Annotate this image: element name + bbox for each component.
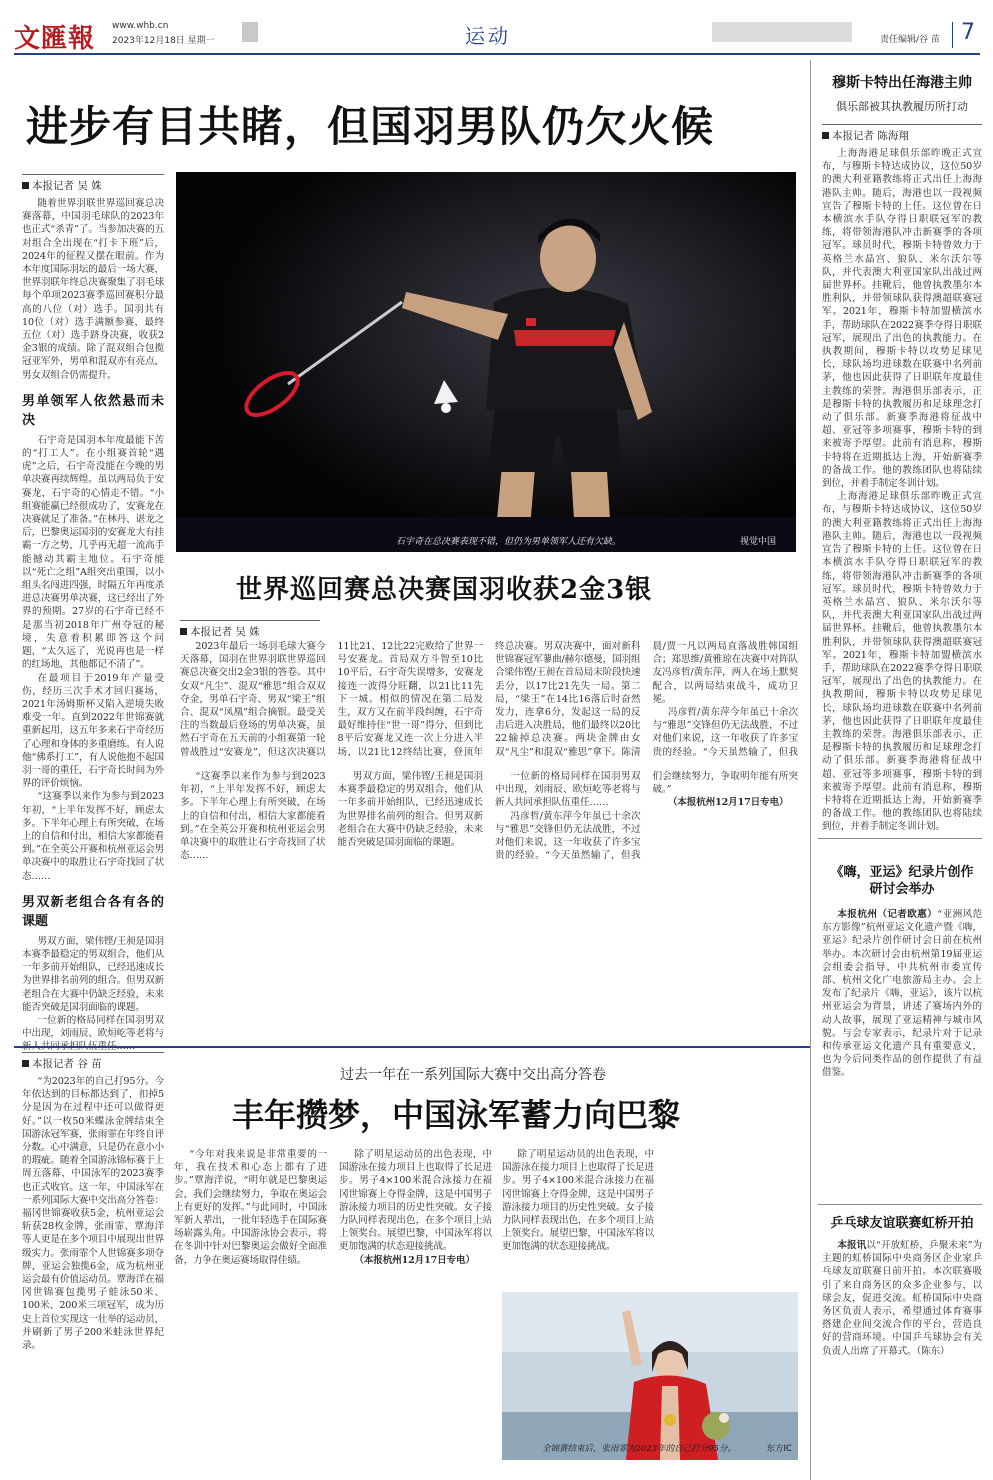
right3-text <box>822 1239 982 1358</box>
story2-byline <box>180 620 320 639</box>
story3-end: （本报杭州12月17日专电） <box>354 1254 475 1266</box>
story3-left-body <box>22 1075 164 1480</box>
story3-body-1: “为2023年的自己打95分。今年依达到的目标都达到了，扣掉5分是因为在过程中还可以做得更好。”以一枚50米蝶泳金牌结束全国游泳冠军赛，张雨霏在年终自评分数。心中满意，只是仍在意小小的瑕疵。随着全国游泳锦标赛于上周五落幕，中国泳军的2023赛季也正式收官。这一年，中国泳军在一系列国际大赛中交出高分答卷：福冈世锦赛收获5金，杭州亚运会斩获28枚金牌，张雨霏、覃海洋等人更是在多个项目中展现出世界级实力。张雨霏个人世锦赛多项夺牌，亚运会独揽6金，成为杭州亚运会最有价值运动员。覃海洋在福冈世锦赛包揽男子蛙泳50米、100米、200米三项冠军，成为历史上首位实现这一壮举的运动员，并刷新了男子200米蛙泳世界纪录。 <box>22 1076 164 1352</box>
photo2-caption: 全锦赛结束后，张雨霏为2023年的自己打分95分。 <box>542 1444 736 1454</box>
main-para-a: 石宇奇是国羽本年度最能下苦的“打工人”。在小组赛首轮“遇虎”之后，石宇奇没能在今晚的男单决赛再续辉煌。虽以两局负于安赛龙，石宇奇的心情走不错。“小组赛能赢已经很成功了，安赛龙在决赛就足了准备。”在林丹、谌龙之后，巴黎奥运国羽的安赛龙大有挂霸一方之势，几乎再无超一流高手能撼动其霸主地位。石宇奇能以“死亡之组”A组突出重围，以小组头名闯进四强，时隔五年再度杀进总决赛男单决赛，这已经出了外界的预期。27岁的石宇奇已经不是那当初2018年广州夺冠的秘境，失意着积累即答这个问题，“太久远了，光说再也是一样的红场地，其他都记不清了”。 <box>22 434 164 671</box>
swimmer-photo <box>502 1292 798 1460</box>
story3-right-body <box>502 1148 654 1283</box>
right1-headline: 穆斯卡特出任海港主帅 <box>832 75 972 91</box>
main-para-c: “这赛季以来作为参与到2023年初，“上半年发挥不好，顾虑太多。下半年心理上有所突破，在场上的自信和付出，相信大家都能看到。”在全英公开赛和杭州亚运会男单决赛中的取胜让石宇奇找回了状态…… <box>22 791 164 882</box>
right1-body-repeat: 上海海港足球俱乐部昨晚正式宣布，与穆斯卡特达成协议，这位50岁的澳大利亚籍教练将正式出任上海海港队主帅。随后，海港也以一段视频宣告了穆斯卡特的上任。这位曾在日本横滨水手队夺得日职联冠军的教练，将带领海港队冲击新赛季的各项冠军。球员时代，穆斯卡特曾效力于英格兰水晶宫、狼队、米尔沃尔等队，并代表澳大利亚国家队出战过两届世界杯。挂靴后，他曾执教墨尔本胜利队，并带领球队获得澳超联赛冠军。2021年，穆斯卡特加盟横滨水手，帮助球队在2022赛季夺得日职联冠军，展现出了出色的执教能力。在执教期间，穆斯卡特以攻势足球见长，球队场均进球数在联赛中名列前茅，他也因此获得了日职联年度最佳主教练的荣誉。海港俱乐部表示，正是穆斯卡特的执教履历和足球理念打动了俱乐部。新赛季海港将征战中超、亚冠等多项赛事，穆斯卡特的到来被寄予厚望。此前有消息称，穆斯卡特将在近期抵达上海，开始新赛季的备战工作。他的教练团队也将陆续到位，并着手制定冬训计划。 <box>822 491 982 833</box>
story3-mid-body <box>174 1148 492 1460</box>
main-byline <box>22 174 164 193</box>
story2-para-1: 2023年最后一场羽毛球大赛今天落幕，国羽在世界羽联世界巡回赛总决赛交出2金3银的答卷。其中女双“凡尘”、混双“雅思”组合双双夺金，男单石宇奇、男双“梁王”组合、混双“凤凰”组合摘银。最受关注的当数最后登场的男单决赛，虽然石宇奇在五天前的小组赛第一轮曾战胜过“安赛龙”，但这次决赛以11比21、12比22完败给了世界一号安赛龙。首局双方斗智至10比10平后，石宇奇失误增多，安赛龙接连一波得分旺翻，以21比11先下一城。相似的情况在第二局发生，双方又在前半段纠缠，石宇奇最好维持住“世一哥”得分，但到比8平后安赛龙又连一次上分进入半场，以21比12终结比赛，登顶年终总决赛。男双决赛中，面对新科世锦赛冠军蓼曲/赫尔德曼，国羽组合梁伟铿/王昶在首局局末阶段快速丢分，以17比21先失一局。第二局，“梁王”在14比16落后时奋然发力，连拿6分，发起这一局的反击后进入决胜局，他们最终以20比22输掉总决赛。两块金牌由女双“凡尘”和混双“雅思”拿下。陈清晨/贾一凡以两局直落战胜韩国组合；郑思维/黄雅琼在决赛中对阵队友冯彦哲/黄东萍，两人在场上默契配合，以两局结束战斗，成功卫冕。 <box>180 641 798 758</box>
main-headline: 进步有目共睹，但国羽男队仍欠火候 <box>26 102 715 151</box>
photo2-credit: 东方IC <box>766 1444 792 1454</box>
story2-headline: 世界巡回赛总决赛国羽收获2金3银 <box>236 575 653 605</box>
right1-body-wrap <box>822 147 982 847</box>
main-subhead-1: 男单领军人依然悬而未决 <box>22 393 164 428</box>
main-lead: 随着世界羽联世界巡回赛总决赛落幕，中国羽毛球队的2023年也正式“杀青”了。当参加决赛的五对组合全出现在“打卡下班”后，2024年的征程又摆在眼前。作为本年度国际羽坛的最后一场大赛，世界羽联年终总决赛聚集了羽毛球每个单项2023赛季巡回赛积分最高的八位（对）选手。国羽共有10位（对）选手满额参赛，最终五位（对）选手跻身决赛，收获2金3银的成绩。除了混双组合包揽冠亚军外，男单和混双亦有亮点，男女双组合仍需提升。 <box>22 198 164 381</box>
story3-byline-text: 本报记者 谷 苗 <box>32 1058 102 1070</box>
main-subhead-2: 男双新老组合各有各的课题 <box>22 894 164 929</box>
story3-left-column <box>22 1052 164 1480</box>
right2-byline: 本报杭州（记者欧惠） <box>837 909 938 920</box>
sidebar-divider <box>810 60 811 1480</box>
right1-byline <box>822 124 982 143</box>
main-para-b: 在最项目于2019年产量受伤，经历三次手术才回归赛场，2021年汤姆斯杯又陷入逆境失败难受一年。直到2022年世锦赛就重新起用，这五年多来石宇奇经历了心理和身体的多重磨练。有人说他“佛系打工”，有人说他抱不起国羽一哥的重任，石宇奇长时间为外界的评价烦恼。 <box>22 672 164 790</box>
issue-date: 2023年12月18日 星期一 <box>112 36 215 46</box>
right1-byline-text: 本报记者 陈海翔 <box>832 130 909 142</box>
masthead <box>0 0 993 58</box>
byline-square-icon <box>822 132 829 139</box>
right2-headline: 《嗨，亚运》纪录片创作研讨会举办 <box>830 865 974 897</box>
lower-section-rule <box>14 1046 810 1048</box>
right3-body: 以“开放虹桥，乒聚未来”为主题的虹桥国际中央商务区企业家乒乓球友谊联赛日前开拍。本次联赛吸引了来自商务区的众多企业参与，以球会友，促进交流。虹桥国际中央商务区负责人表示，希望通过体育赛事搭建企业间交流合作的平台，营造良好的营商环境。中国乒乓球协会有关负责人出席了开幕式。（陈东） <box>822 1240 982 1357</box>
right3-body-wrap <box>822 1239 982 1477</box>
byline-square-icon <box>180 628 187 635</box>
swimmer-illustration <box>502 1292 798 1460</box>
story3-body-3b: 除了明星运动员的出色表现，中国游泳在接力项目上也取得了长足进步。男子4×100米混合泳接力在福冈世锦赛上夺得金牌，这是中国男子游泳接力项目的历史性突破。女子接力队同样表现出色，在多个项目上站上领奖台。展望巴黎，中国泳军将以更加饱满的状态迎接挑战。 <box>502 1149 654 1253</box>
right-story-2 <box>822 864 982 1238</box>
right-divider-2 <box>818 1204 982 1205</box>
right1-body: 上海海港足球俱乐部昨晚正式宣布，与穆斯卡特达成协议，这位50岁的澳大利亚籍教练将正式出任上海海港队主帅。随后，海港也以一段视频宣告了穆斯卡特的上任。这位曾在日本横滨水手队夺得日职联冠军的教练，将带领海港队冲击新赛季的各项冠军。球员时代，穆斯卡特曾效力于英格兰水晶宫、狼队、米尔沃尔等队，并代表澳大利亚国家队出战过两届世界杯。挂靴后，他曾执教墨尔本胜利队，并带领球队获得澳超联赛冠军。2021年，穆斯卡特加盟横滨水手，帮助球队在2022赛季夺得日职联冠军，展现出了出色的执教能力。在执教期间，穆斯卡特以攻势足球见长，球队场均进球数在联赛中名列前茅，他也因此获得了日职联年度最佳主教练的荣誉。海港俱乐部表示，正是穆斯卡特的执教履历和足球理念打动了俱乐部。新赛季海港将征战中超、亚冠等多项赛事，穆斯卡特的到来被寄予厚望。此前有消息称，穆斯卡特将在近期抵达上海，开始新赛季的备战工作。他的教练团队也将陆续到位，并着手制定冬训计划。 <box>822 148 982 490</box>
newspaper-logo: 文匯報 <box>14 24 96 54</box>
right-divider-1 <box>818 838 982 839</box>
right2-body-wrap <box>822 908 982 1238</box>
main-byline-text: 本报记者 吴 姝 <box>32 180 102 192</box>
story3-byline <box>22 1052 164 1071</box>
story2-byline-text: 本报记者 吴 姝 <box>190 626 260 638</box>
right1-subhead: 俱乐部被其执教履历所打动 <box>836 100 968 113</box>
page-editor: 责任编辑/谷 苗 <box>880 35 940 45</box>
masthead-divider-left <box>242 22 258 42</box>
right2-body: “亚洲风范 东方影像”杭州亚运文化遗产暨《嗨，亚运》纪录片创作研讨会日前在杭州举办。本次研讨会由杭州第19届亚运会组委会指导，中共杭州市委宣传部、杭州文化广电旅游局主办。会上发布了纪录片《嗨，亚运》，该片以杭州亚运会为背景，讲述了赛场内外的动人故事，展现了亚运精神与城市风貌。与会专家表示，纪录片对于记录和传承亚运文化遗产具有重要意义，也为今后同类作品的创作提供了有益借鉴。 <box>822 909 982 1079</box>
badminton-photo <box>176 172 796 552</box>
story3-kicker: 过去一年在一系列国际大赛中交出高分答卷 <box>340 1067 606 1083</box>
photo1-credit: 视觉中国 <box>739 537 776 547</box>
right3-byline: 本报讯 <box>837 1240 867 1251</box>
main-cont-b: 男双方面，梁伟铿/王昶是国羽本赛季最稳定的男双组合，他们从一年多前开始组队，已经迅速成长为世界排名前列的组合。但男双新老组合在大赛中仍缺乏经验，未来能否突破是国羽面临的课题。 <box>337 771 483 849</box>
masthead-rule <box>14 53 980 55</box>
story2-body <box>180 640 798 762</box>
right-story-3 <box>822 1212 982 1477</box>
newspaper-url: www.whb.cn <box>112 21 169 31</box>
right-story-1 <box>822 72 982 847</box>
main-para-e: 一位新的格局同样在国羽男双中出现，刘雨辰、欧烜屹等老将与新人共同承担队伍重任…… <box>22 1014 164 1053</box>
main-para-d: 男双方面，梁伟铿/王昶是国羽本赛季最稳定的男双组合，他们从一年多前开始组队，已经迅速成长为世界排名前列的组合。但男双新老组合在大赛中仍缺乏经验，未来能否突破是国羽面临的课题。 <box>22 935 164 1013</box>
byline-square-icon <box>22 1060 29 1067</box>
badminton-player-illustration <box>176 172 796 552</box>
byline-square-icon <box>22 182 29 189</box>
main-cont-c: 一位新的格局同样在国羽男双中出现，刘雨辰、欧烜屹等老将与新人共同承担队伍重任…… <box>495 771 641 809</box>
story2-para-2: 冯彦哲/黄东萍今年虽已十余次与“雅思”交锋但仍无法战胜，不过对他们来说，这一年收获了许多宝贵的经验。“今天虽然输了，但我 <box>652 707 798 758</box>
main-continuation <box>180 770 798 1032</box>
story3-body-3: 除了明星运动员的出色表现，中国游泳在接力项目上也取得了长足进步。男子4×100米混合泳接力在福冈世锦赛上夺得金牌，这是中国男子游泳接力项目的历史性突破。女子接力队同样表现出色，在多个项目上站上领奖台。展望巴黎，中国泳军将以更加饱满的状态迎接挑战。 <box>339 1149 492 1253</box>
main-cont-d: 冯彦哲/黄东萍今年虽已十余次与“雅思”交锋但仍无法战胜，不过对他们来说，这一年收获了许多宝贵的经验。“今天虽然输了，但我们会继续努力，争取明年能有所突破。” <box>495 771 798 862</box>
photo1-caption: 石宇奇在总决赛表现不错，但仍为男单领军人还有欠缺。 <box>396 537 622 547</box>
masthead-divider-right <box>712 22 852 42</box>
right2-text <box>822 908 982 1080</box>
main-cont-a: “这赛季以来作为参与到2023年初，“上半年发挥不好，顾虑太多。下半年心理上有所突破，在场上的自信和付出，相信大家都能看到。”在全英公开赛和杭州亚运会男单决赛中的取胜让石宇奇找回了状态…… <box>180 771 326 862</box>
right3-headline: 乒乓球友谊联赛虹桥开拍 <box>830 1216 974 1231</box>
story3-headline: 丰年攒梦，中国泳军蓄力向巴黎 <box>232 1096 681 1134</box>
page-number-separator <box>952 22 953 48</box>
story3-body-2: “今年对我来说是非常重要的一年，我在技术和心态上都有了进步。”覃海洋说，“明年就是巴黎奥运会，我们会继续努力，争取在奥运会上有更好的发挥。”与此同时，中国泳军新人辈出，一批年轻选手在国际赛场崭露头角。中国游泳协会表示，将在冬训中针对巴黎奥运会做好全面准备，力争在奥运赛场取得佳绩。 <box>174 1149 327 1266</box>
section-title: 运动 <box>465 24 511 48</box>
main-cont-end: （本报杭州12月17日专电） <box>667 797 789 809</box>
page-number: 7 <box>961 20 975 45</box>
